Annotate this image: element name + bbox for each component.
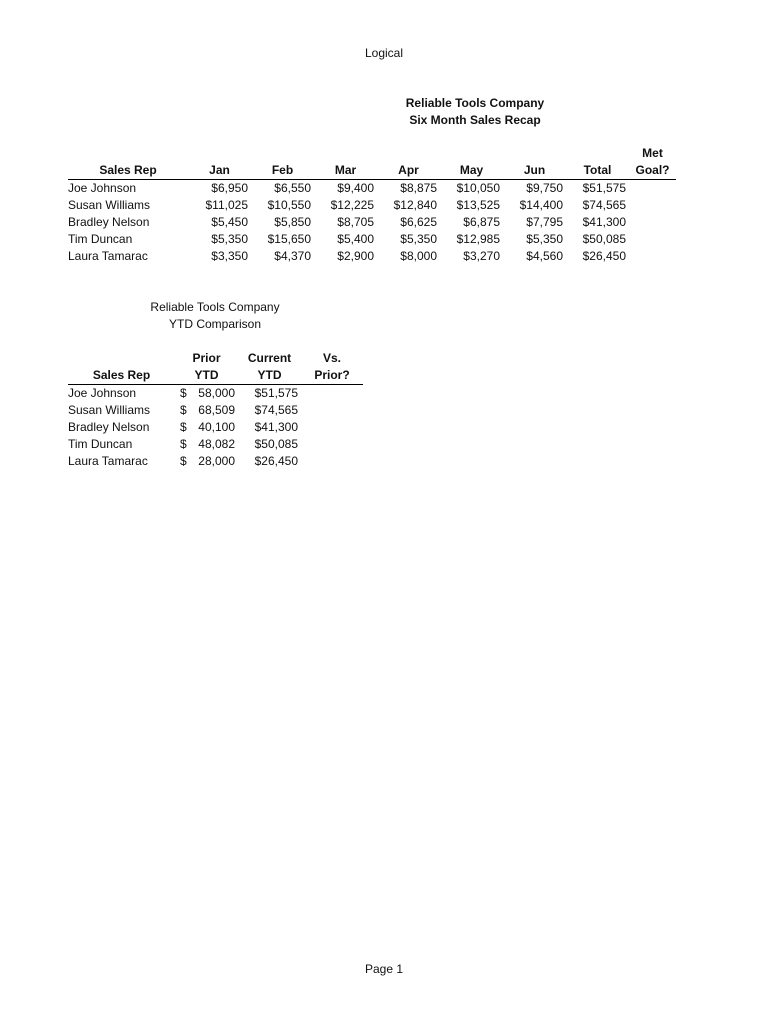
cell-may[interactable]: $13,525 (456, 198, 500, 212)
cell-prior-ytd[interactable] (175, 402, 238, 419)
recap-title-subtitle: Six Month Sales Recap (409, 113, 541, 127)
header-vs-line2: Prior? (301, 367, 363, 385)
prior-value: 28,000 (198, 454, 235, 468)
cell-jan[interactable]: $6,950 (211, 181, 248, 195)
cell-jan[interactable]: $11,025 (205, 198, 248, 212)
cell-jun[interactable]: $4,560 (526, 249, 563, 263)
table-row (68, 402, 363, 419)
cell-rep[interactable]: Bradley Nelson (68, 420, 150, 434)
cell-rep[interactable]: Joe Johnson (68, 181, 137, 195)
cell-total[interactable]: $51,575 (582, 181, 626, 195)
cell-jan[interactable]: $3,350 (211, 249, 248, 263)
cell-apr[interactable]: $6,625 (400, 215, 437, 229)
cell-apr[interactable]: $5,350 (400, 232, 437, 246)
header-jan: Jan (188, 162, 251, 180)
header-apr: Apr (377, 162, 440, 180)
cell-apr[interactable]: $12,840 (393, 198, 437, 212)
table-row (68, 214, 676, 231)
table-row (68, 419, 363, 436)
cell-vs-prior[interactable] (301, 402, 363, 419)
currency-sign: $ (180, 437, 187, 451)
cell-met-goal[interactable] (629, 231, 676, 248)
cell-total[interactable]: $41,300 (582, 215, 626, 229)
header-vs-line1: Vs. (322, 351, 341, 365)
cell-may[interactable]: $10,050 (456, 181, 500, 195)
cell-feb[interactable]: $10,550 (267, 198, 311, 212)
cell-feb[interactable]: $6,550 (274, 181, 311, 195)
page-footer: Page 1 (364, 962, 404, 976)
currency-sign: $ (180, 386, 187, 400)
cell-rep[interactable]: Laura Tamarac (68, 454, 148, 468)
table-row (68, 453, 363, 470)
cell-mar[interactable]: $5,400 (337, 232, 374, 246)
header-prior-line1: Prior (192, 351, 221, 365)
cell-mar[interactable]: $8,705 (337, 215, 374, 229)
cell-prior-ytd[interactable] (175, 385, 238, 403)
cell-mar[interactable]: $9,400 (337, 181, 374, 195)
cell-rep[interactable]: Joe Johnson (68, 386, 137, 400)
cell-total[interactable]: $50,085 (582, 232, 626, 246)
table-row (68, 231, 676, 248)
table-row (68, 436, 363, 453)
cell-met-goal[interactable] (629, 248, 676, 265)
table-row (68, 180, 676, 198)
cell-total[interactable]: $26,450 (582, 249, 626, 263)
cell-total[interactable]: $74,565 (582, 198, 626, 212)
cell-current-ytd[interactable]: $50,085 (254, 437, 298, 451)
recap-title (375, 95, 575, 129)
sales-recap-table (68, 145, 676, 265)
header-sales-rep: Sales Rep (68, 162, 188, 180)
prior-value: 68,509 (198, 403, 235, 417)
cell-mar[interactable]: $2,900 (337, 249, 374, 263)
cell-apr[interactable]: $8,000 (400, 249, 437, 263)
ytd-title (115, 299, 315, 333)
header-met-goal-line2: Goal? (629, 162, 676, 180)
cell-current-ytd[interactable]: $26,450 (254, 454, 298, 468)
prior-value: 58,000 (198, 386, 235, 400)
cell-may[interactable]: $3,270 (463, 249, 500, 263)
cell-vs-prior[interactable] (301, 436, 363, 453)
cell-feb[interactable]: $4,370 (274, 249, 311, 263)
cell-current-ytd[interactable]: $41,300 (254, 420, 298, 434)
table-row (68, 197, 676, 214)
header-mar: Mar (314, 162, 377, 180)
cell-vs-prior[interactable] (301, 385, 363, 403)
cell-apr[interactable]: $8,875 (400, 181, 437, 195)
header-feb: Feb (251, 162, 314, 180)
cell-feb[interactable]: $15,650 (267, 232, 311, 246)
cell-prior-ytd[interactable] (175, 436, 238, 453)
cell-jun[interactable]: $9,750 (526, 181, 563, 195)
page-header: Logical (364, 46, 404, 60)
table-row (68, 385, 363, 403)
cell-jan[interactable]: $5,450 (211, 215, 248, 229)
header-prior-line2: YTD (175, 367, 238, 385)
cell-jun[interactable]: $7,795 (526, 215, 563, 229)
table-row (68, 248, 676, 265)
recap-title-company: Reliable Tools Company (405, 96, 545, 110)
cell-vs-prior[interactable] (301, 419, 363, 436)
ytd-title-company: Reliable Tools Company (150, 300, 280, 314)
cell-feb[interactable]: $5,850 (274, 215, 311, 229)
cell-rep[interactable]: Tim Duncan (68, 437, 133, 451)
cell-may[interactable]: $6,875 (463, 215, 500, 229)
cell-rep[interactable]: Susan Williams (68, 403, 151, 417)
cell-met-goal[interactable] (629, 180, 676, 198)
cell-prior-ytd[interactable] (175, 453, 238, 470)
header-current-line1: Current (247, 351, 292, 365)
cell-met-goal[interactable] (629, 214, 676, 231)
cell-rep[interactable]: Susan Williams (68, 198, 151, 212)
cell-mar[interactable]: $12,225 (330, 198, 374, 212)
cell-met-goal[interactable] (629, 197, 676, 214)
header-met-goal-line1: Met (642, 146, 663, 160)
currency-sign: $ (180, 403, 187, 417)
header-sales-rep: Sales Rep (68, 367, 175, 385)
ytd-comparison-table (68, 350, 363, 470)
cell-current-ytd[interactable]: $51,575 (254, 386, 298, 400)
cell-current-ytd[interactable]: $74,565 (254, 403, 298, 417)
cell-rep[interactable]: Bradley Nelson (68, 215, 150, 229)
cell-jun[interactable]: $5,350 (526, 232, 563, 246)
cell-may[interactable]: $12,985 (456, 232, 500, 246)
header-jun: Jun (503, 162, 566, 180)
currency-sign: $ (180, 454, 187, 468)
prior-value: 48,082 (198, 437, 235, 451)
cell-vs-prior[interactable] (301, 453, 363, 470)
ytd-title-subtitle: YTD Comparison (168, 317, 262, 331)
cell-rep[interactable]: Laura Tamarac (68, 249, 148, 263)
cell-jan[interactable]: $5,350 (211, 232, 248, 246)
prior-value: 40,100 (198, 420, 235, 434)
cell-prior-ytd[interactable] (175, 419, 238, 436)
currency-sign: $ (180, 420, 187, 434)
header-current-line2: YTD (238, 367, 301, 385)
cell-rep[interactable]: Tim Duncan (68, 232, 133, 246)
header-may: May (440, 162, 503, 180)
cell-jun[interactable]: $14,400 (519, 198, 563, 212)
header-total: Total (566, 162, 629, 180)
